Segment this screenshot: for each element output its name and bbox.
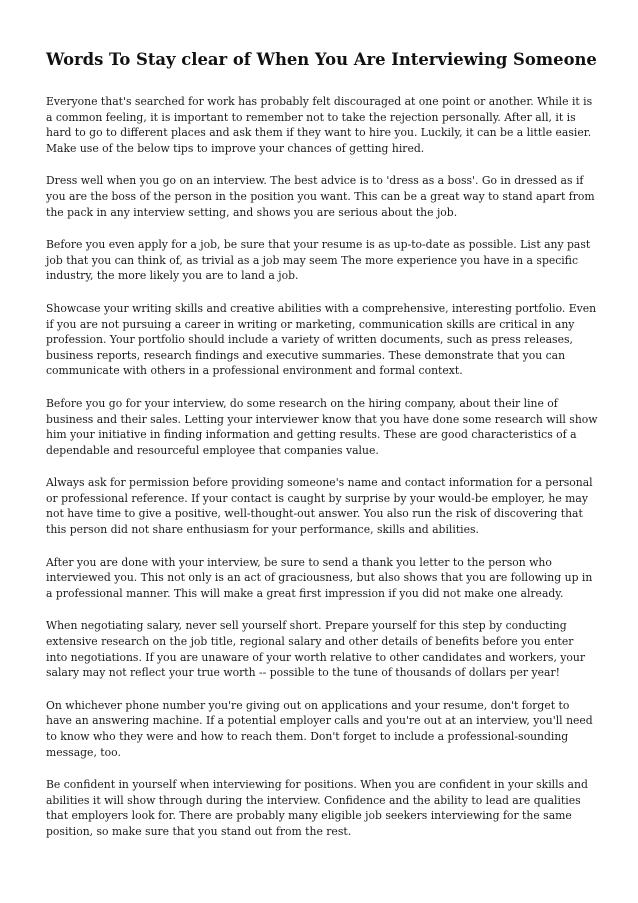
document-title: Words To Stay clear of When You Are Interviewing Someone — [46, 50, 597, 69]
paragraph-2: Dress well when you go on an interview. The best advice is to 'dress as a boss'. Go in dressed as if you are the boss of the person in the position you want. This can be a great way to stand apart from the pack in any interview setting, and shows you are serious about the job. — [46, 174, 595, 219]
paragraph-5: Before you go for your interview, do some research on the hiring company, about their line of business and their sales. Letting your interviewer know that you have done some research will show him your initiative in finding information and getting results. These are good characteristics of a dependable and resourceful employee that companies value. — [46, 396, 598, 457]
document-page — [46, 50, 598, 857]
paragraph-9: On whichever phone number you're giving out on applications and your resume, don't forget to have an answering machine. If a potential employer calls and you're out at an interview, you'll need to know who they were and how to reach them. Don't forget to include a professional-sounding message, too. — [46, 698, 593, 759]
paragraph-10: Be confident in yourself when interviewing for positions. When you are confident in your skills and abilities it will show through during the interview. Confidence and the ability to lead are qualities that employers look for. There are probably many eligible job seekers interviewing for the same position, so make sure that you stand out from the rest. — [46, 778, 588, 838]
paragraph-4: Showcase your writing skills and creative abilities with a comprehensive, interesting portfolio. Even if you are not pursuing a career in writing or marketing, communication skills are critical in any profession. Your portfolio should include a variety of written documents, such as press releases, business reports, research findings and executive summaries. These demonstrate that you can communicate with others in a professional environment and formal context. — [46, 301, 597, 378]
paragraph-6: Always ask for permission before providing someone's name and contact information for a personal or professional reference. If your contact is caught by surprise by your would-be employer, he may not have time to give a positive, well-thought-out answer. You also run the risk of discovering that this person did not share enthusiasm for your performance, skills and abilities. — [46, 476, 593, 537]
paragraph-1: Everyone that's searched for work has probably felt discouraged at one point or another. While it is a common feeling, it is important to remember not to take the rejection personally. After all, it is hard to go to different places and ask them if they want to hire you. Luckily, it can be a little easier. Make use of the below tips to improve your chances of getting hired. — [46, 95, 593, 155]
paragraph-3: Before you even apply for a job, be sure that your resume is as up-to-date as possible. List any past job that you can think of, as trivial as a job may seem The more experience you have in a specific industry, the more likely you are to land a job. — [46, 238, 591, 283]
paragraph-8: When negotiating salary, never sell yourself short. Prepare yourself for this step by conducting extensive research on the job title, regional salary and other details of benefits before you enter into negotiations. If you are unaware of your worth relative to other candidates and workers, your salary may not reflect your true worth -- possible to the tune of thousands of dollars per year! — [46, 619, 586, 680]
paragraph-7: After you are done with your interview, be sure to send a thank you letter to the person who interviewed you. This not only is an act of graciousness, but also shows that you are following up in a professional manner. This will make a great first impression if you did not make one already. — [46, 555, 593, 600]
